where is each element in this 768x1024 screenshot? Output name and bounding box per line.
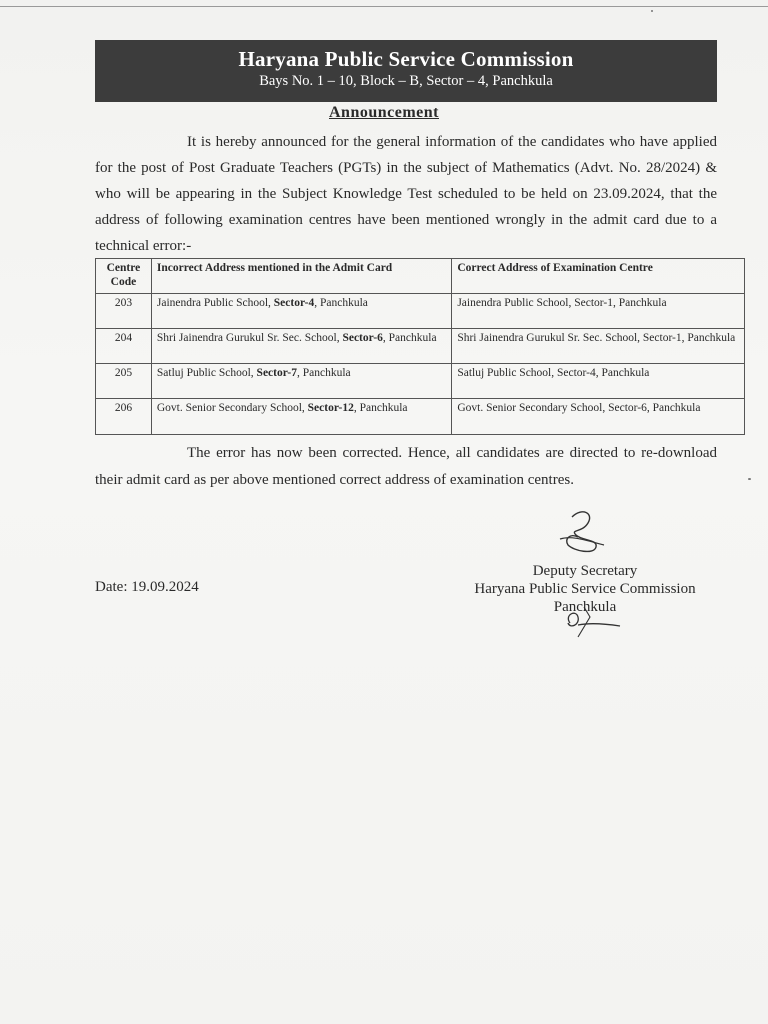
school-name: Shri Jainendra Gurukul Sr. Sec. School, (156, 332, 343, 344)
city-name: , Panchkula (353, 402, 408, 414)
correct-address: Govt. Senior Secondary School, Sector-6, Panchkula (452, 399, 745, 435)
correct-address: Shri Jainendra Gurukul Sr. Sec. School, Sector-1, Panchkula (452, 329, 745, 364)
centre-code: 205 (96, 364, 152, 399)
incorrect-sector: Sector-6 (342, 332, 383, 344)
incorrect-address (151, 294, 451, 329)
city-name: , Panchkula (314, 297, 368, 309)
school-name: Jainendra Public School, (156, 297, 274, 309)
header-centre-code: Centre Code (96, 259, 152, 294)
city-name: , Panchkula (382, 332, 437, 344)
organization-address: Bays No. 1 – 10, Block – B, Sector – 4, Panchkula (259, 73, 553, 89)
school-name: Govt. Senior Secondary School, (156, 402, 308, 414)
incorrect-sector: Sector-7 (256, 367, 297, 379)
table-row (96, 329, 745, 364)
centre-code: 204 (96, 329, 152, 364)
announcement-heading: Announcement (328, 104, 439, 121)
closing-paragraph: The error has now been corrected. Hence, all candidates are directed to re-download their admit card as per above mentioned correct address of examination centres. (95, 445, 717, 488)
header-correct-address: Correct Address of Examination Centre (452, 259, 745, 294)
signatory-place: Panchkula (553, 599, 617, 615)
incorrect-address (151, 364, 451, 399)
table-row (96, 294, 745, 329)
centre-code: 206 (96, 399, 152, 435)
scan-speck (651, 10, 653, 12)
signatory-organization: Haryana Public Service Commission (474, 581, 696, 597)
table-row (96, 399, 745, 435)
intro-paragraph: It is hereby announced for the general information of the candidates who have applied for the post of Post Graduate Teachers (PGTs) in the subject of Mathematics (Advt. No. 28/2024) & who will be appearing in the Subject Knowledge Test scheduled to be held on 23.09.2024, that the address of following examination centres have been mentioned wrongly in the admit card due to a technical error:- (95, 134, 717, 254)
signatory-block (440, 562, 730, 616)
issue-date: Date: 19.09.2024 (95, 579, 199, 595)
page-edge-line (0, 6, 768, 7)
centre-code: 203 (96, 294, 152, 329)
correct-address: Jainendra Public School, Sector-1, Panchkula (452, 294, 745, 329)
letterhead-band (95, 40, 717, 102)
city-name: , Panchkula (297, 367, 351, 379)
correct-address: Satluj Public School, Sector-4, Panchkula (452, 364, 745, 399)
table-row (96, 364, 745, 399)
header-incorrect-address: Incorrect Address mentioned in the Admit Card (151, 259, 451, 294)
scan-speck (748, 478, 751, 480)
signatory-designation: Deputy Secretary (532, 563, 638, 579)
table-header-row (96, 259, 745, 294)
organization-title: Haryana Public Service Commission (238, 47, 574, 71)
incorrect-address (151, 399, 451, 435)
incorrect-address (151, 329, 451, 364)
school-name: Satluj Public School, (156, 367, 257, 379)
incorrect-sector: Sector-12 (307, 402, 354, 414)
centre-address-table (95, 258, 745, 435)
incorrect-sector: Sector-4 (273, 297, 315, 309)
